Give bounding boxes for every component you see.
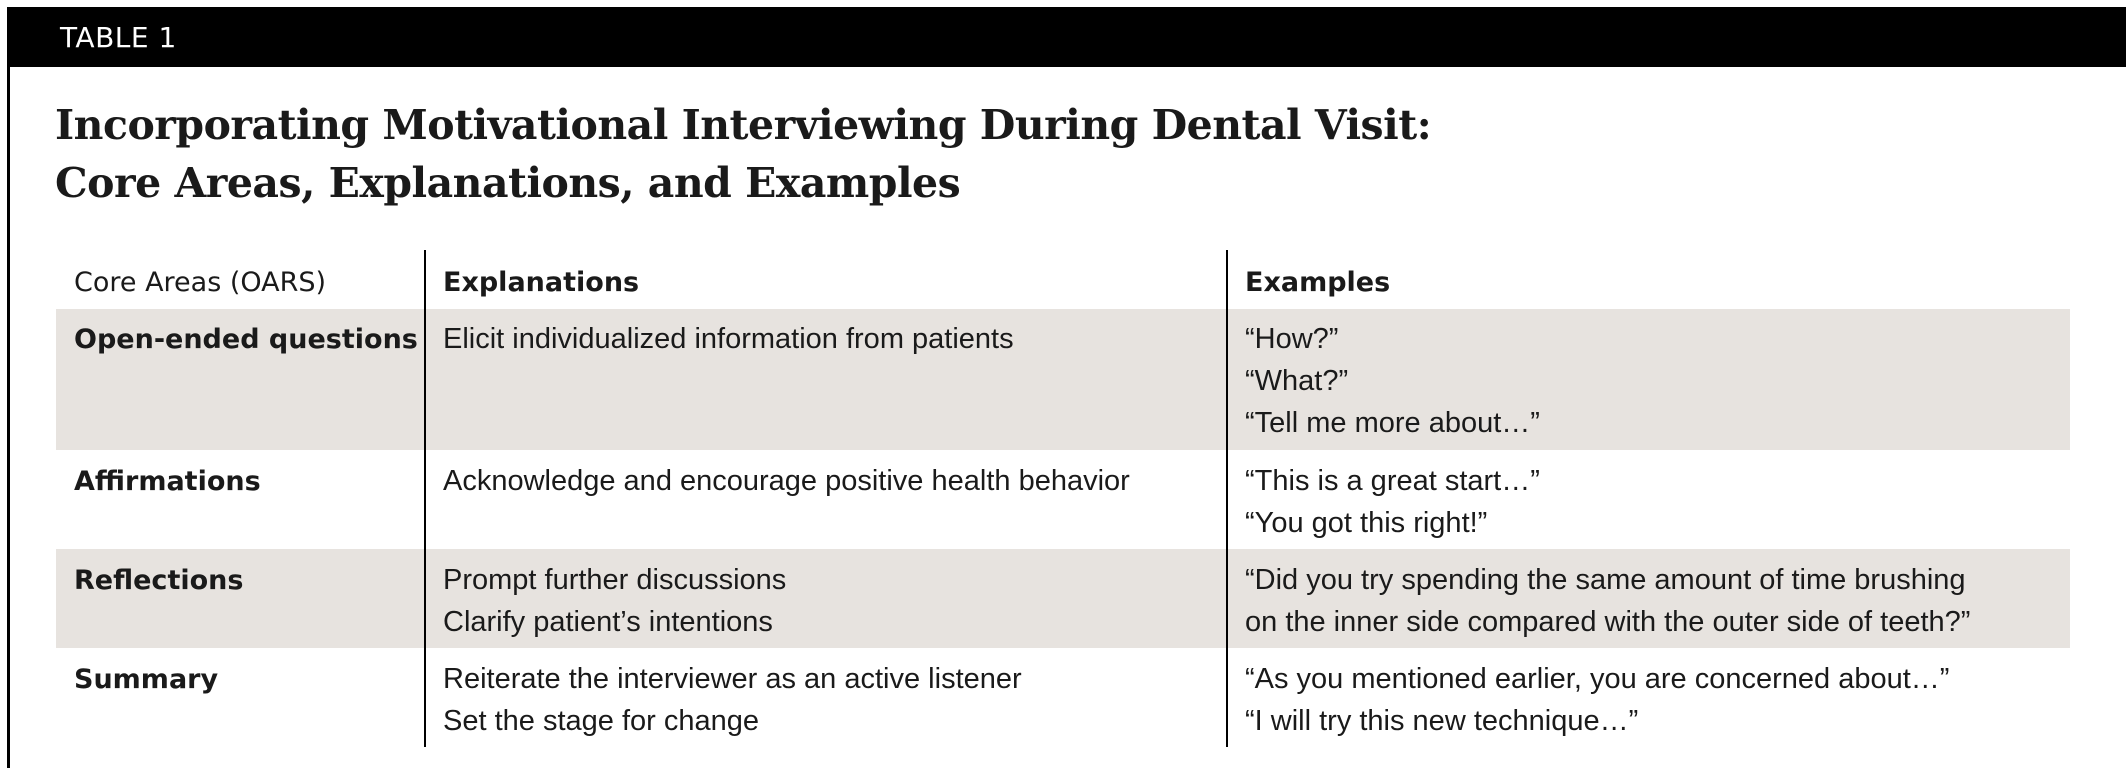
column-divider-1: [424, 250, 426, 747]
core-area-initial: S: [74, 664, 94, 695]
table-header-row: [56, 250, 2070, 309]
explanation-cell: [425, 318, 1227, 450]
example-line: on the inner side compared with the outer side of teeth?”: [1245, 606, 1971, 638]
core-area-cell: [56, 658, 425, 747]
table-row-affirmations: [56, 450, 2070, 549]
core-area-rest: ffirmations: [94, 466, 261, 497]
core-area-name: [74, 664, 218, 695]
table-header-bar: [7, 7, 2126, 67]
explanation-cell: [425, 559, 1227, 648]
oars-table: [56, 250, 2070, 747]
table-label: TABLE 1: [60, 21, 177, 54]
explanation-line: Clarify patient’s intentions: [443, 606, 773, 638]
explanation-line: Elicit individualized information from patients: [443, 323, 1014, 355]
example-line: “How?”: [1245, 323, 1339, 355]
example-cell: [1227, 460, 2070, 549]
example-cell: [1227, 318, 2070, 450]
core-area-cell: [56, 460, 425, 549]
table-title-line-1: Incorporating Motivational Interviewing During Dental Visit:: [55, 101, 1432, 149]
example-line: “Tell me more about…”: [1245, 407, 1540, 439]
core-area-name: [74, 466, 261, 497]
core-area-initial: A: [74, 466, 95, 497]
core-area-cell: [56, 559, 425, 648]
core-area-name: [74, 565, 243, 596]
example-line: “I will try this new technique…”: [1245, 705, 1639, 737]
example-line: “You got this right!”: [1245, 507, 1488, 539]
core-area-name: [74, 324, 418, 355]
explanation-line: Set the stage for change: [443, 705, 759, 737]
explanation-cell: [425, 460, 1227, 549]
example-line: “What?”: [1245, 365, 1349, 397]
explanation-line: Prompt further discussions: [443, 564, 787, 596]
table-title: [55, 96, 1431, 212]
column-header-core-areas: Core Areas (OARS): [74, 267, 327, 298]
table-row-reflections: [56, 549, 2070, 648]
core-area-rest: ummary: [93, 664, 219, 695]
explanation-cell: [425, 658, 1227, 747]
core-area-initial: O: [74, 324, 97, 355]
column-divider-2: [1226, 250, 1228, 747]
column-header-examples: Examples: [1245, 267, 1391, 298]
table-title-line-2: Core Areas, Explanations, and Examples: [55, 159, 961, 207]
core-area-cell: [56, 318, 425, 450]
example-line: “Did you try spending the same amount of time brushing: [1245, 564, 1966, 596]
core-area-rest: pen-ended questions: [96, 324, 418, 355]
table-row-summary: [56, 648, 2070, 747]
example-line: “This is a great start…”: [1245, 465, 1540, 497]
core-area-initial: R: [74, 565, 95, 596]
column-header-explanations: Explanations: [443, 267, 640, 298]
table-row-open-ended-questions: [56, 309, 2070, 450]
core-area-rest: eflections: [94, 565, 244, 596]
example-line: “As you mentioned earlier, you are concerned about…”: [1245, 663, 1950, 695]
explanation-line: Reiterate the interviewer as an active listener: [443, 663, 1022, 695]
explanation-line: Acknowledge and encourage positive health behavior: [443, 465, 1130, 497]
example-cell: [1227, 559, 2070, 648]
example-cell: [1227, 658, 2070, 747]
